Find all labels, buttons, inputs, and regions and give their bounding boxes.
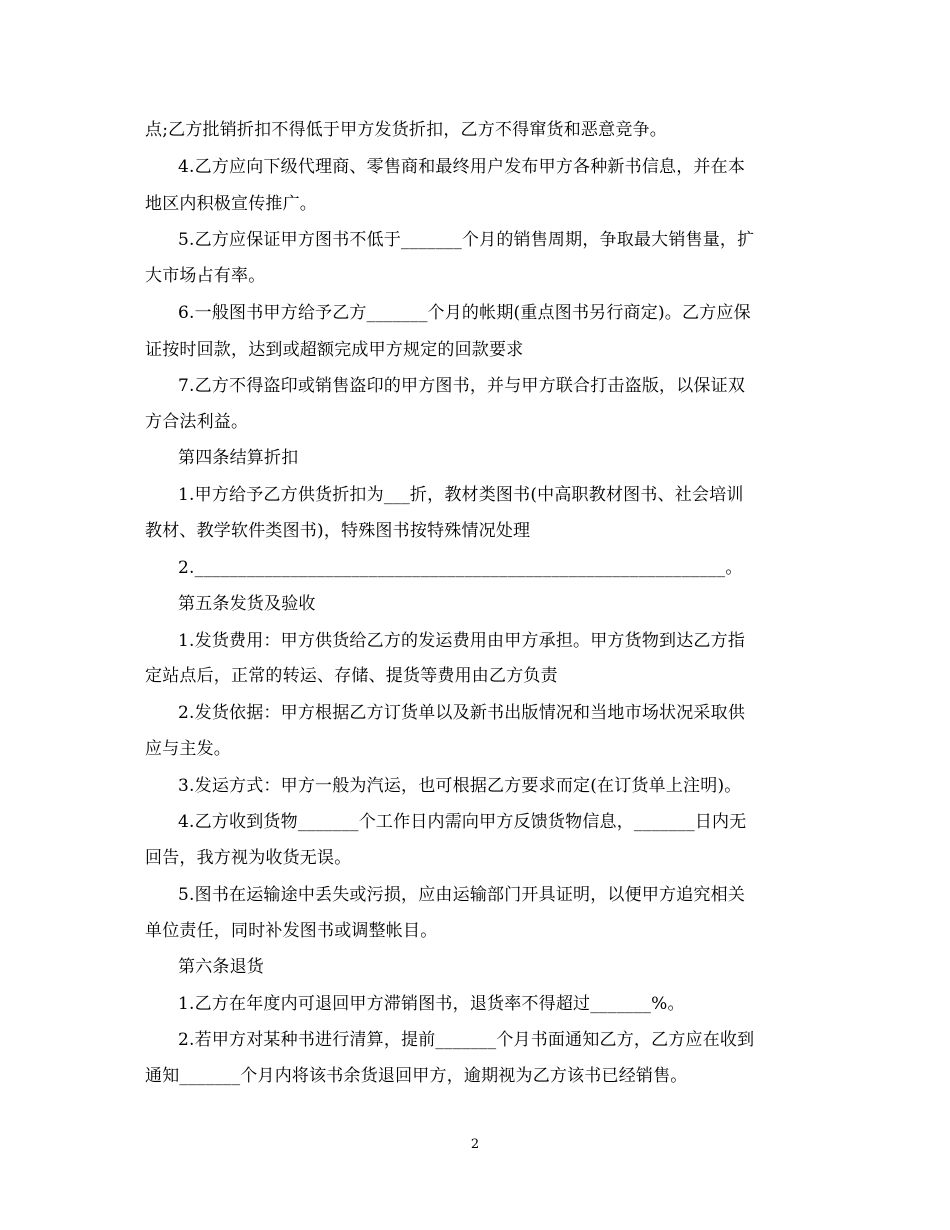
text-line: 5.乙方应保证甲方图书不低于_______个月的销售周期，争取最大销售量，扩 [178,230,755,250]
text-line: 2.若甲方对某种书进行清算，提前_______个月书面通知乙方，乙方应在收到 [178,1030,755,1050]
text-line: 5.图书在运输途中丢失或污损，应由运输部门开具证明，以便甲方追究相关 [178,885,746,905]
text-line: 应与主发。 [145,739,231,759]
section-heading: 第五条发货及验收 [178,594,316,614]
page-number: 2 [470,1137,480,1152]
text-line: 4.乙方收到货物_______个工作日内需向甲方反馈货物信息，_______日内无 [178,812,747,832]
text-line: 1.乙方在年度内可退回甲方滞销图书，退货率不得超过_______%。 [178,994,685,1014]
text-line: 6.一般图书甲方给予乙方_______个月的帐期(重点图书另行商定)。乙方应保 [178,303,751,323]
text-line: 大市场占有率。 [145,266,266,286]
text-line: 1.发货费用：甲方供货给乙方的发运费用由甲方承担。甲方货物到达乙方指 [178,631,746,651]
text-line: 点;乙方批销折扣不得低于甲方发货折扣，乙方不得窜货和恶意竞争。 [145,120,667,140]
text-line: 定站点后，正常的转运、存储、提货等费用由乙方负责 [145,666,558,686]
text-line: 方合法利益。 [145,412,249,432]
text-line: 2._____________________________________________________________。 [178,558,743,578]
text-line: 单位责任，同时补发图书或调整帐目。 [145,921,438,941]
text-line: 1.甲方给予乙方供货折扣为___折，教材类图书(中高职教材图书、社会培训 [178,485,744,505]
text-line: 回告，我方视为收货无误。 [145,848,352,868]
text-line: 证按时回款，达到或超额完成甲方规定的回款要求 [145,340,524,360]
text-line: 教材、教学软件类图书)，特殊图书按特殊情况处理 [145,521,531,541]
text-line: 3.发运方式：甲方一般为汽运，也可根据乙方要求而定(在订货单上注明)。 [178,776,742,796]
text-line: 7.乙方不得盗印或销售盗印的甲方图书，并与甲方联合打击盗版，以保证双 [178,376,746,396]
text-line: 4.乙方应向下级代理商、零售商和最终用户发布甲方各种新书信息，并在本 [178,157,746,177]
section-heading: 第四条结算折扣 [178,448,299,468]
text-line: 地区内积极宣传推广。 [145,194,317,214]
text-line: 通知_______个月内将该书余货退回甲方，逾期视为乙方该书已经销售。 [145,1066,688,1086]
text-line: 2.发货依据：甲方根据乙方订货单以及新书出版情况和当地市场状况采取供 [178,703,746,723]
section-heading: 第六条退货 [178,957,264,977]
